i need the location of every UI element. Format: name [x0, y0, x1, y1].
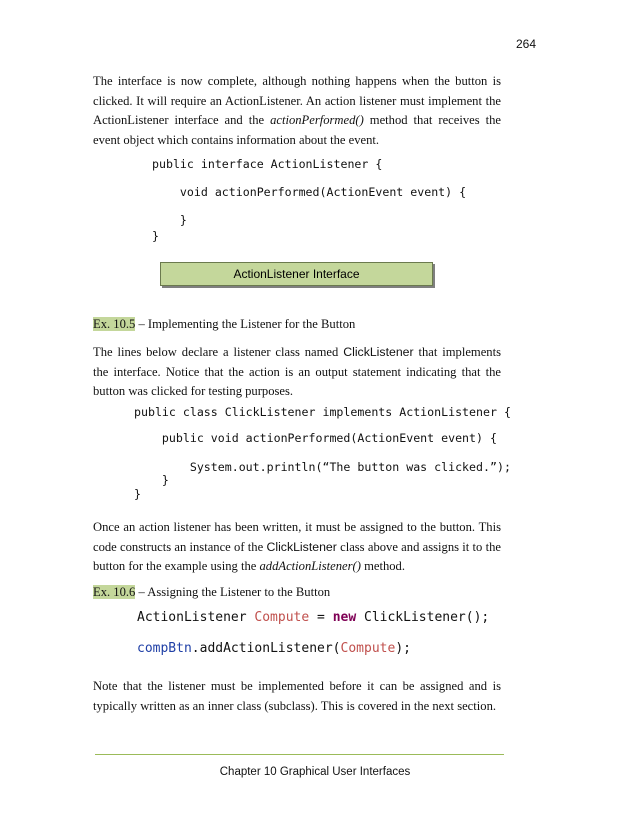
- page-number: 264: [515, 37, 536, 51]
- listener-class-paragraph: The lines below declare a listener class named ClickListener that implements the interface. Notice that the action is an output statement indicating that the button was clicked for testing purposes.: [93, 345, 501, 398]
- footer-chapter-title: Chapter 10 Graphical User Interfaces: [219, 766, 411, 778]
- closing-paragraph: Note that the listener must be implemented before it can be assigned and is typically written as an inner class (subclass). This is covered in the next section.: [93, 679, 501, 713]
- intro-paragraph: The interface is now complete, although nothing happens when the button is clicked. It will require an ActionListener. An action listener must implement the ActionListener interface and the actionPerformed() method that receives the event object which contains information about the event.: [93, 74, 501, 147]
- footer-divider: [95, 754, 504, 755]
- example-10-6-heading: Ex. 10.6 – Assigning the Listener to the Button: [93, 585, 331, 599]
- figure-caption: ActionListener Interface: [160, 262, 433, 286]
- example-10-5-heading: Ex. 10.5 – Implementing the Listener for the Button: [93, 317, 356, 331]
- assign-listener-paragraph: Once an action listener has been written, it must be assigned to the button. This code constructs an instance of the ClickListener class above and assigns it to the button for the example using the addActionListener() method.: [93, 520, 501, 573]
